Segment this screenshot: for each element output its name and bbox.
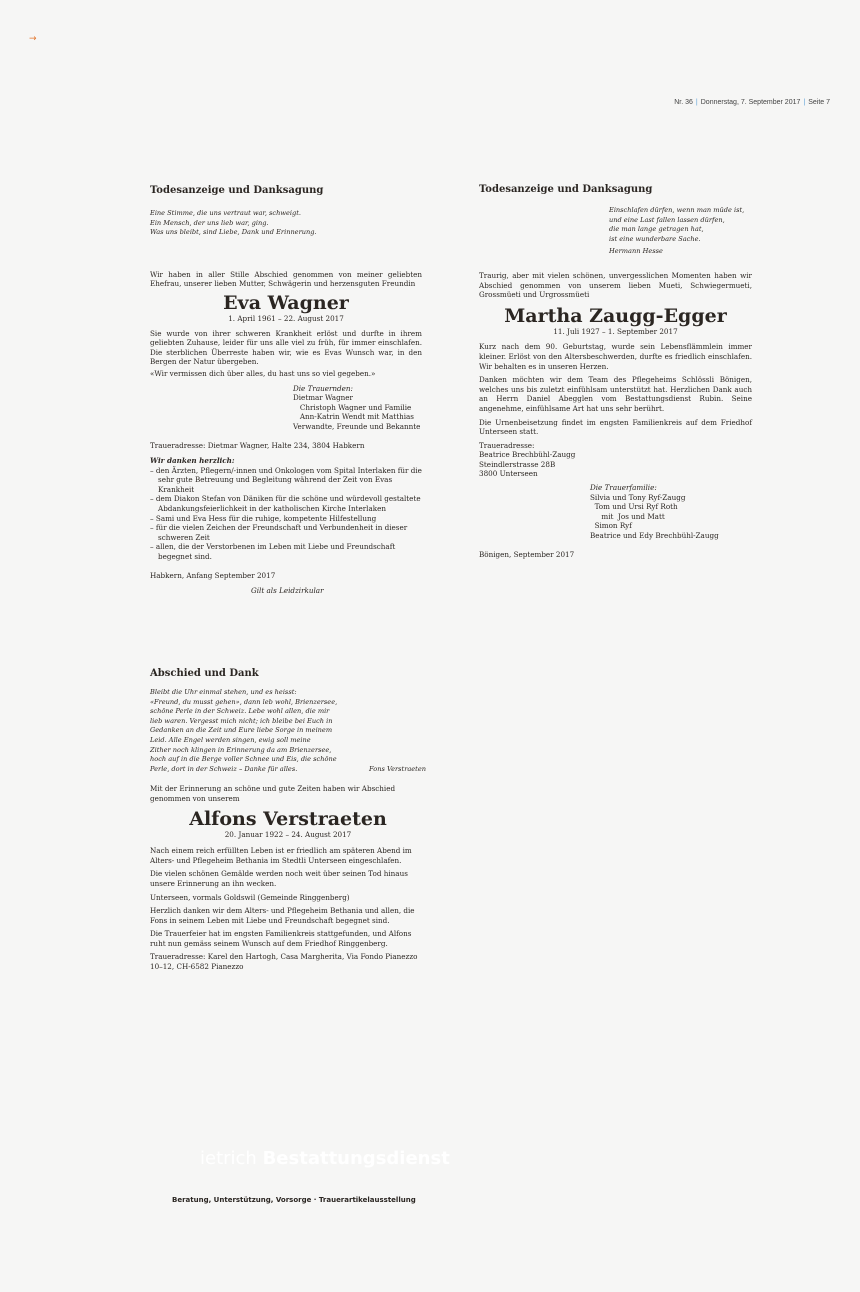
list-item: – dem Diakon Stefan von Däniken für die schöne und würdevoll gestaltete Abdankungsfeierlichkeit in der katholischen Kirche Interlaken: [150, 494, 422, 513]
motto-line: Gedanken an die Zeit und Eure liebe Sorge in meinem: [150, 726, 333, 735]
life-dates: 1. April 1961 – 22. August 2017: [228, 313, 344, 323]
family-block: [590, 483, 752, 541]
list-item: – allen, die der Verstorbenen im Leben mit Liebe und Freundschaft begegnet sind.: [150, 542, 422, 561]
issue-date: Donnerstag, 7. September 2017: [700, 99, 801, 106]
address-line: 3800 Unterseen: [479, 469, 538, 479]
mourners-label: Die Trauernden:: [293, 383, 353, 393]
deceased-name: Eva Wagner: [223, 291, 349, 314]
address-line: Steindlerstrasse 28B: [479, 459, 556, 469]
motto-line: Ein Mensch, der uns lieb war, ging.: [150, 218, 269, 227]
thanks-heading: Wir danken herzlich:: [150, 456, 235, 466]
address-line: Beatrice Brechbühl-Zaugg: [479, 450, 576, 460]
ad-text: Herzlich danken wir dem Alters- und Pflegeheim Bethania und allen, die Fons in seinem Leben mit Liebe und Freundschaft begegnet sind.: [150, 906, 415, 925]
ad-text: Sie wurde von ihrer schweren Krankheit erlöst und durfte in ihrem geliebten Zuhause, leider für uns alle viel zu früh, für immer einschlafen. Die sterblichen Überreste haben wir, wie es Evas Wunsch war, in den Bergen der Natur übergeben.: [150, 328, 422, 367]
motto-line: Bleibt die Uhr einmal stehen, und es heisst:: [150, 688, 297, 696]
motto-line: Einschlafen dürfen, wenn man müde ist,: [609, 206, 745, 214]
family-member: Silvia und Tony Ryf-Zaugg: [590, 492, 686, 502]
logo-text-light: ietrich: [200, 1148, 257, 1169]
obituary-eva-wagner: [150, 185, 422, 596]
mourner: Christoph Wagner und Familie: [293, 402, 412, 412]
page-header: [674, 99, 830, 106]
address-line: Traueradresse:: [479, 440, 535, 450]
list-item: – für die vielen Zeichen der Freundschaft und Verbundenheit in dieser schweren Zeit: [150, 523, 422, 542]
logo-text-bold: Bestattungsdienst: [262, 1148, 450, 1169]
family-member: Simon Ryf: [590, 521, 632, 531]
issue-number: Nr. 36: [674, 99, 693, 106]
ad-intro: Wir haben in aller Stille Abschied genommen von meiner geliebten Ehefrau, unserer lieben Mutter, Schwägerin und herzensguten Freundin: [150, 269, 422, 289]
mourning-address: [479, 441, 752, 479]
arrow-icon: →: [29, 34, 37, 44]
motto-line: lieb waren. Vergesst mich nicht; ich bleibe bei Euch in: [150, 716, 333, 725]
ad-text: Die vielen schönen Gemälde werden noch weit über seinen Tod hinaus unsere Erinnerung an ihn wecken.: [150, 869, 408, 888]
undertaker-services: Beratung, Unterstützung, Vorsorge · Trauerartikelausstellung: [172, 1196, 416, 1204]
place-date: Bönigen, September 2017: [479, 549, 575, 559]
motto-line: hoch auf in die Berge voller Schnee und Eis, die schöne: [150, 755, 337, 764]
ad-intro: Mit der Erinnerung an schöne und gute Zeiten haben wir Abschied genommen von unserem: [150, 784, 396, 803]
motto-line: Zither noch klingen in Erinnerung da am Brienzersee,: [150, 745, 332, 754]
thanks-list: [150, 466, 422, 562]
mourner: Ann-Katrin Wendt mit Matthias: [293, 412, 414, 422]
ad-motto: [150, 209, 422, 238]
motto-line: Perle, dort in der Schweiz – Danke für alles.: [150, 764, 298, 773]
list-item: – den Ärzten, Pflegern/-innen und Onkologen vom Spital Interlaken für die sehr gute Betreuung und Begleitung während der Zeit von Evas Krankheit: [150, 466, 422, 495]
deceased-name: Martha Zaugg-Egger: [504, 304, 727, 327]
header-separator: |: [803, 99, 806, 106]
obituary-martha-zaugg-egger: [479, 184, 752, 559]
header-separator: |: [695, 99, 698, 106]
ad-text: Kurz nach dem 90. Geburtstag, wurde sein Lebensflämmlein immer kleiner. Erlöst von den Altersbeschwerden, durfte es friedlich einschlafen. Wir behalten es in unseren Herzen.: [479, 342, 752, 371]
motto-line: ist eine wunderbare Sache.: [609, 234, 701, 243]
motto-line: «Freund, du musst gehen», dann leb wohl, Brienzersee,: [150, 697, 338, 706]
life-dates: 20. Januar 1922 – 24. August 2017: [224, 829, 352, 839]
deceased-name: Alfons Verstraeten: [189, 807, 387, 830]
mourners-block: [293, 384, 422, 432]
ad-intro: Traurig, aber mit vielen schönen, unvergesslichen Momenten haben wir Abschied genommen von unserem lieben Mueti, Schwiegermueti, Grossmüeti und Urgrossmüeti: [479, 270, 752, 300]
place-date: Habkern, Anfang September 2017: [150, 570, 276, 580]
page-number: Seite 7: [808, 99, 830, 106]
mourning-address: Traueradresse: Dietmar Wagner, Halte 234, 3804 Habkern: [150, 440, 365, 450]
family-member: mit Jos und Matt: [590, 511, 665, 521]
ad-text: Nach einem reich erfüllten Leben ist er friedlich am späteren Abend im Alters- und Pflegeheim Bethania im Stedtli Unterseen eingeschlafen.: [150, 846, 412, 865]
circular-note: Gilt als Leidzirkular: [251, 586, 324, 596]
motto-line: die man lange getragen hat,: [609, 225, 704, 234]
family-label: Die Trauerfamilie:: [590, 483, 657, 493]
motto-author: Hermann Hesse: [609, 247, 663, 256]
mourner: Verwandte, Freunde und Bekannte: [293, 421, 421, 431]
motto-line: Was uns bleibt, sind Liebe, Dank und Erinnerung.: [150, 228, 317, 237]
list-item: – Sami und Eva Hess für die ruhige, kompetente Hilfestellung: [150, 514, 422, 524]
ad-text: Unterseen, vormals Goldswil (Gemeinde Ringgenberg): [150, 892, 350, 902]
ad-motto: [150, 688, 426, 774]
ad-text: Die Trauerfeier hat im engsten Familienkreis stattgefunden, und Alfons ruht nun gemäss seinem Wunsch auf dem Friedhof Ringgenberg.: [150, 929, 412, 948]
motto-line: schöne Perle in der Schweiz. Lebe wohl allen, die mir: [150, 707, 330, 716]
ad-heading: Abschied und Dank: [150, 668, 259, 679]
ad-heading: Todesanzeige und Danksagung: [479, 184, 653, 195]
life-dates: 11. Juli 1927 – 1. September 2017: [553, 326, 678, 336]
family-member: Beatrice und Edy Brechbühl-Zaugg: [590, 531, 719, 541]
motto-line: Eine Stimme, die uns vertraut war, schweigt.: [150, 209, 301, 217]
ad-text: Danken möchten wir dem Team des Pflegeheims Schlössli Bönigen, welches uns bis zuletzt einfühlsam unterstützt hat. Herzlichen Dank auch an Herrn Daniel Abegglen vom Bestattungsdienst Rubin. Seine angenehme, einfühlsame Art hat uns sehr berührt.: [479, 375, 752, 413]
ad-quote: «Wir vermissen dich über alles, du hast uns so viel gegeben.»: [150, 368, 376, 378]
mourner: Dietmar Wagner: [293, 393, 353, 403]
motto-line: und eine Last fallen lassen dürfen,: [609, 215, 725, 224]
ad-text: Die Urnenbeisetzung findet im engsten Familienkreis auf dem Friedhof Unterseen statt.: [479, 417, 752, 437]
motto-line: Leid. Alle Engel werden singen, ewig soll meine: [150, 735, 311, 744]
ad-motto: [609, 206, 752, 257]
family-member: Tom und Ursi Ryf Roth: [590, 502, 678, 512]
motto-author: Fons Verstraeten: [369, 764, 426, 773]
undertaker-logo: [200, 1148, 450, 1169]
ad-heading: Todesanzeige und Danksagung: [150, 185, 324, 196]
obituary-alfons-verstraeten: [150, 668, 426, 972]
mourning-address: Traueradresse: Karel den Hartogh, Casa Margherita, Via Fondo Pianezzo 10–12, CH-6582 Pianezzo: [150, 952, 418, 972]
